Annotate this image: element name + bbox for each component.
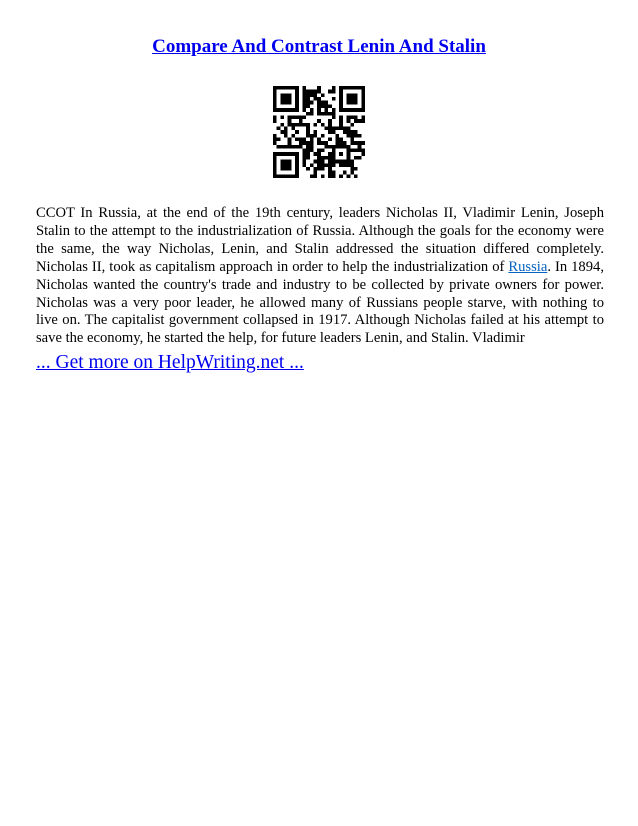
title-link[interactable]: Compare And Contrast Lenin And Stalin: [152, 36, 486, 57]
qr-code-icon: [273, 86, 365, 178]
russia-link[interactable]: Russia: [508, 258, 548, 275]
body-paragraph: [36, 205, 604, 348]
document-title: [0, 36, 638, 58]
paragraph-text-end: . In 1894, Nicholas wanted the country's trade and industry to be collected by private owners for power. Nicholas was a very poor leader, he allowed many of Russians people starve, with nothing to live on. The capitalist government collapsed in 1917. Although Nicholas failed at his attempt to save the economy, he started the help, for future leaders Lenin, and Stalin. Vladimir: [36, 258, 604, 347]
get-more-link[interactable]: ... Get more on HelpWriting.net ...: [36, 352, 304, 373]
paragraph-text-start: CCOT In Russia, at the end of the 19th century, leaders Nicholas II, Vladimir Lenin, Joseph Stalin to the attempt to the industrialization of Russia. Although the goals for the economy were the same, the way Nicholas, Lenin, and Stalin addressed the situation differed completely. Nicholas II, took as capitalism approach in order to help the industrialization of: [36, 205, 604, 275]
